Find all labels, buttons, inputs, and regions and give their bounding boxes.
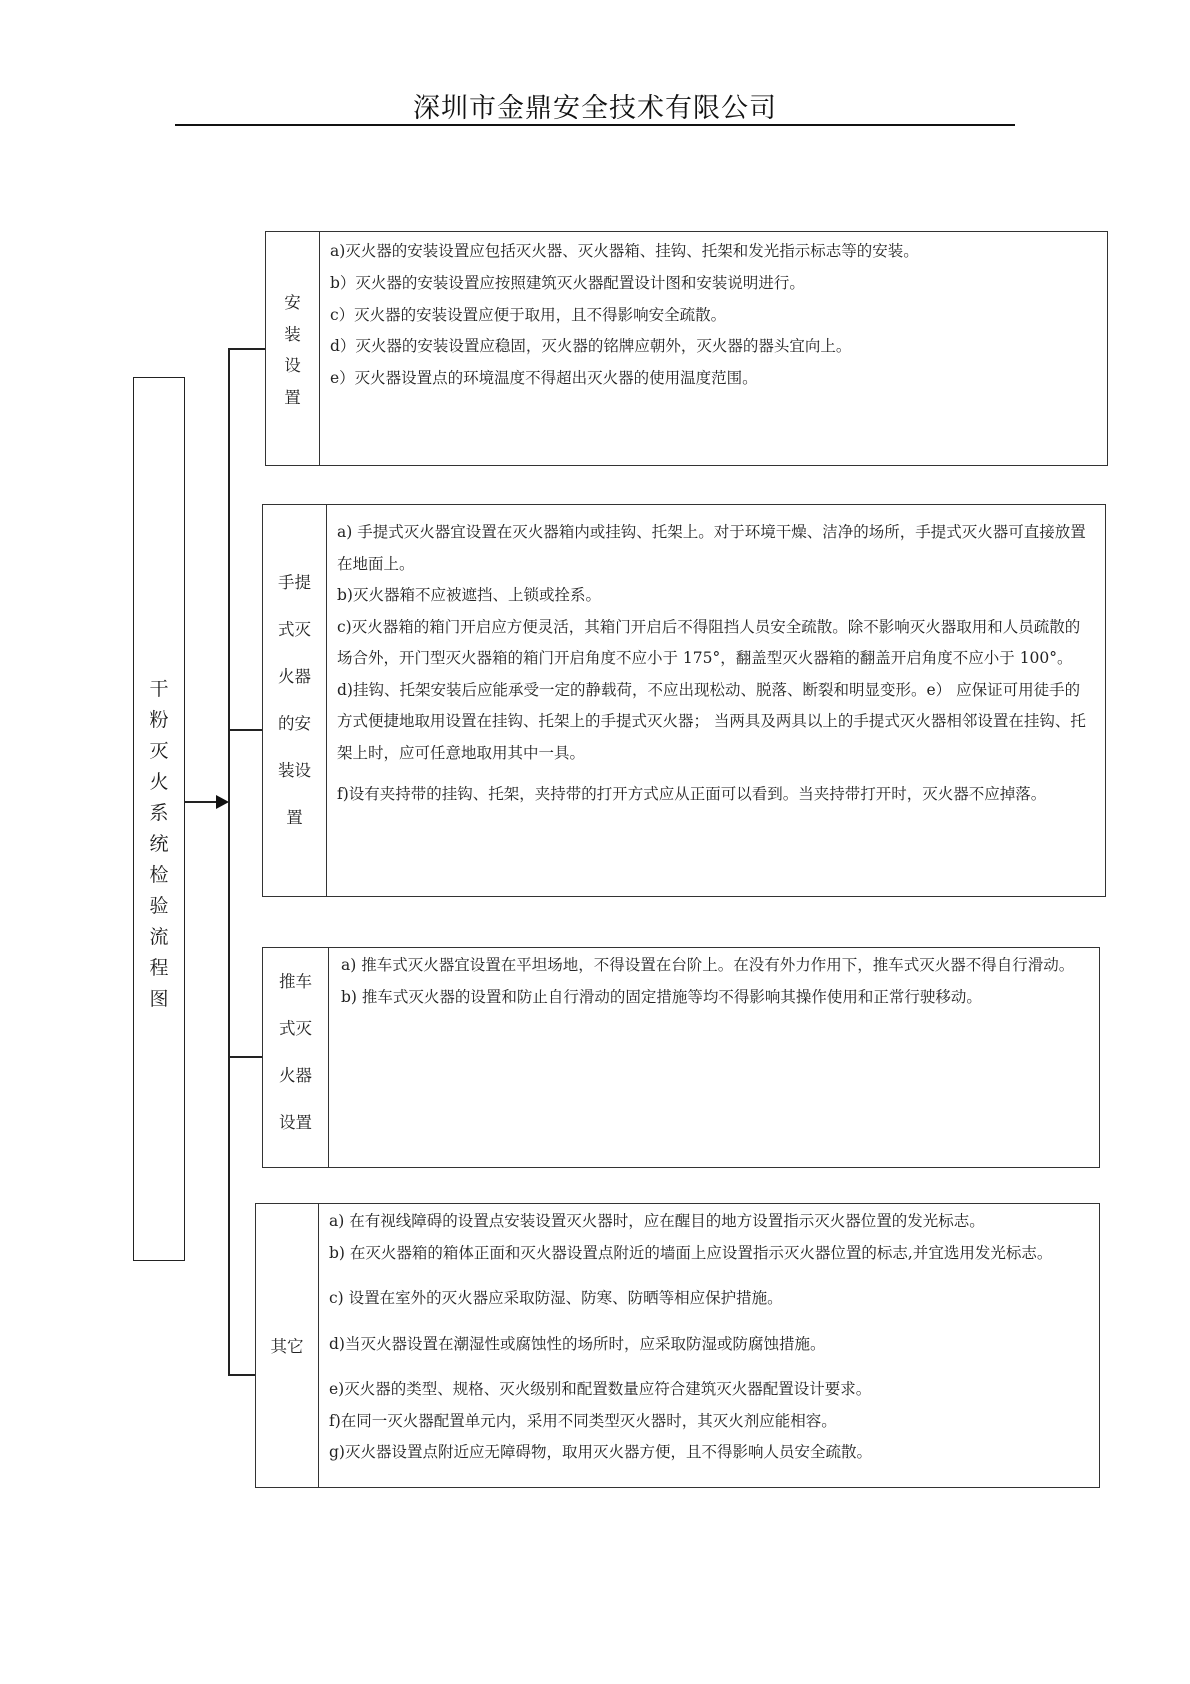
section-portable-extinguisher [262,504,1106,897]
list-item: b)灭火器箱不应被遮挡、上锁或拴系。 [337,586,601,604]
title-underline [175,124,1015,126]
root-node-box [133,377,185,1261]
section-content [319,1204,1099,1487]
section-label-text: 安 装 设 置 [284,293,301,407]
list-item: e）灭火器设置点的环境温度不得超出灭火器的使用温度范围。 [330,369,758,388]
list-item: c)灭火器箱的箱门开启应方便灵活，其箱门开启后不得阻挡人员安全疏散。除不影响灭火器取用和人员疏散的场合外，开门型灭火器箱的箱门开启角度不应小于 175°，翻盖型灭火器箱的翻盖开启角度不应小于 100°。 [337,617,1081,667]
list-item: a) 在有视线障碍的设置点安装设置灭火器时，应在醒目的地方设置指示灭火器位置的发光标志。 [329,1212,985,1230]
section-label [263,505,327,896]
connector-branch-4 [228,1374,255,1376]
list-item: b) 在灭火器箱的箱体正面和灭火器设置点附近的墙面上应设置指示灭火器位置的标志,并宜选用发光标志。 [329,1243,1053,1262]
company-title: 深圳市金鼎安全技术有限公司 [413,93,777,124]
list-item: b) 推车式灭火器的设置和防止自行滑动的固定措施等均不得影响其操作使用和正常行驶移动。 [341,987,982,1006]
list-item: b）灭火器的安装设置应按照建筑灭火器配置设计图和安装说明进行。 [330,273,805,292]
list-item: c）灭火器的安装设置应便于取用，且不得影响安全疏散。 [330,305,727,324]
section-content [329,948,1099,1167]
root-node-label: 干 粉 灭 火 系 统 检 验 流 程 图 [149,678,169,1010]
connector-root-to-trunk [185,801,217,803]
section-label-text: 推车 式灭 火器 设置 [279,972,312,1132]
list-item: a)灭火器的安装设置应包括灭火器、灭火器箱、挂钩、托架和发光指示标志等的安装。 [330,242,919,260]
connector-branch-1 [228,348,265,350]
connector-branch-3 [228,1056,262,1058]
connector-branch-2 [228,729,262,731]
section-label-text: 手提 式灭 火器 的安 装设 置 [278,573,311,827]
list-item: g)灭火器设置点附近应无障碍物，取用灭火器方便，且不得影响人员安全疏散。 [329,1443,872,1461]
list-item: a) 推车式灭火器宜设置在平坦场地，不得设置在台阶上。在没有外力作用下，推车式灭火器不得自行滑动。 [341,956,1075,974]
list-item: d）灭火器的安装设置应稳固，灭火器的铭牌应朝外，灭火器的器头宜向上。 [330,337,852,356]
list-item: f)在同一灭火器配置单元内，采用不同类型灭火器时，其灭火剂应能相容。 [329,1411,837,1430]
list-item: f)设有夹持带的挂钩、托架，夹持带的打开方式应从正面可以看到。当夹持带打开时，灭火器不应掉落。 [337,785,1047,803]
section-other [255,1203,1100,1488]
list-item: a) 手提式灭火器宜设置在灭火器箱内或挂钩、托架上。对于环境干燥、洁净的场所，手提式灭火器可直接放置在地面上。 [337,523,1086,573]
list-item: d)当灭火器设置在潮湿性或腐蚀性的场所时，应采取防湿或防腐蚀措施。 [329,1334,826,1353]
connector-trunk [228,348,230,1376]
section-label [266,232,320,465]
section-label-text: 其它 [270,1337,304,1356]
list-item: c) 设置在室外的灭火器应采取防湿、防寒、防晒等相应保护措施。 [329,1289,783,1307]
list-item: d)挂钩、托架安装后应能承受一定的静载荷，不应出现松动、脱落、断裂和明显变形。e） 应保证可用徒手的方式便捷地取用设置在挂钩、托架上的手提式灭火器； 当两具及两具以上的手提式灭火器相邻设置在挂钩、托架上时，应可任意地取用其中一具。 [337,680,1086,762]
section-label [263,948,329,1167]
section-label [256,1204,319,1487]
section-wheeled-extinguisher [262,947,1100,1168]
section-content [327,505,1105,896]
list-item: e)灭火器的类型、规格、灭火级别和配置数量应符合建筑灭火器配置设计要求。 [329,1380,872,1398]
section-content [320,232,1107,465]
section-install-setup [265,231,1108,466]
